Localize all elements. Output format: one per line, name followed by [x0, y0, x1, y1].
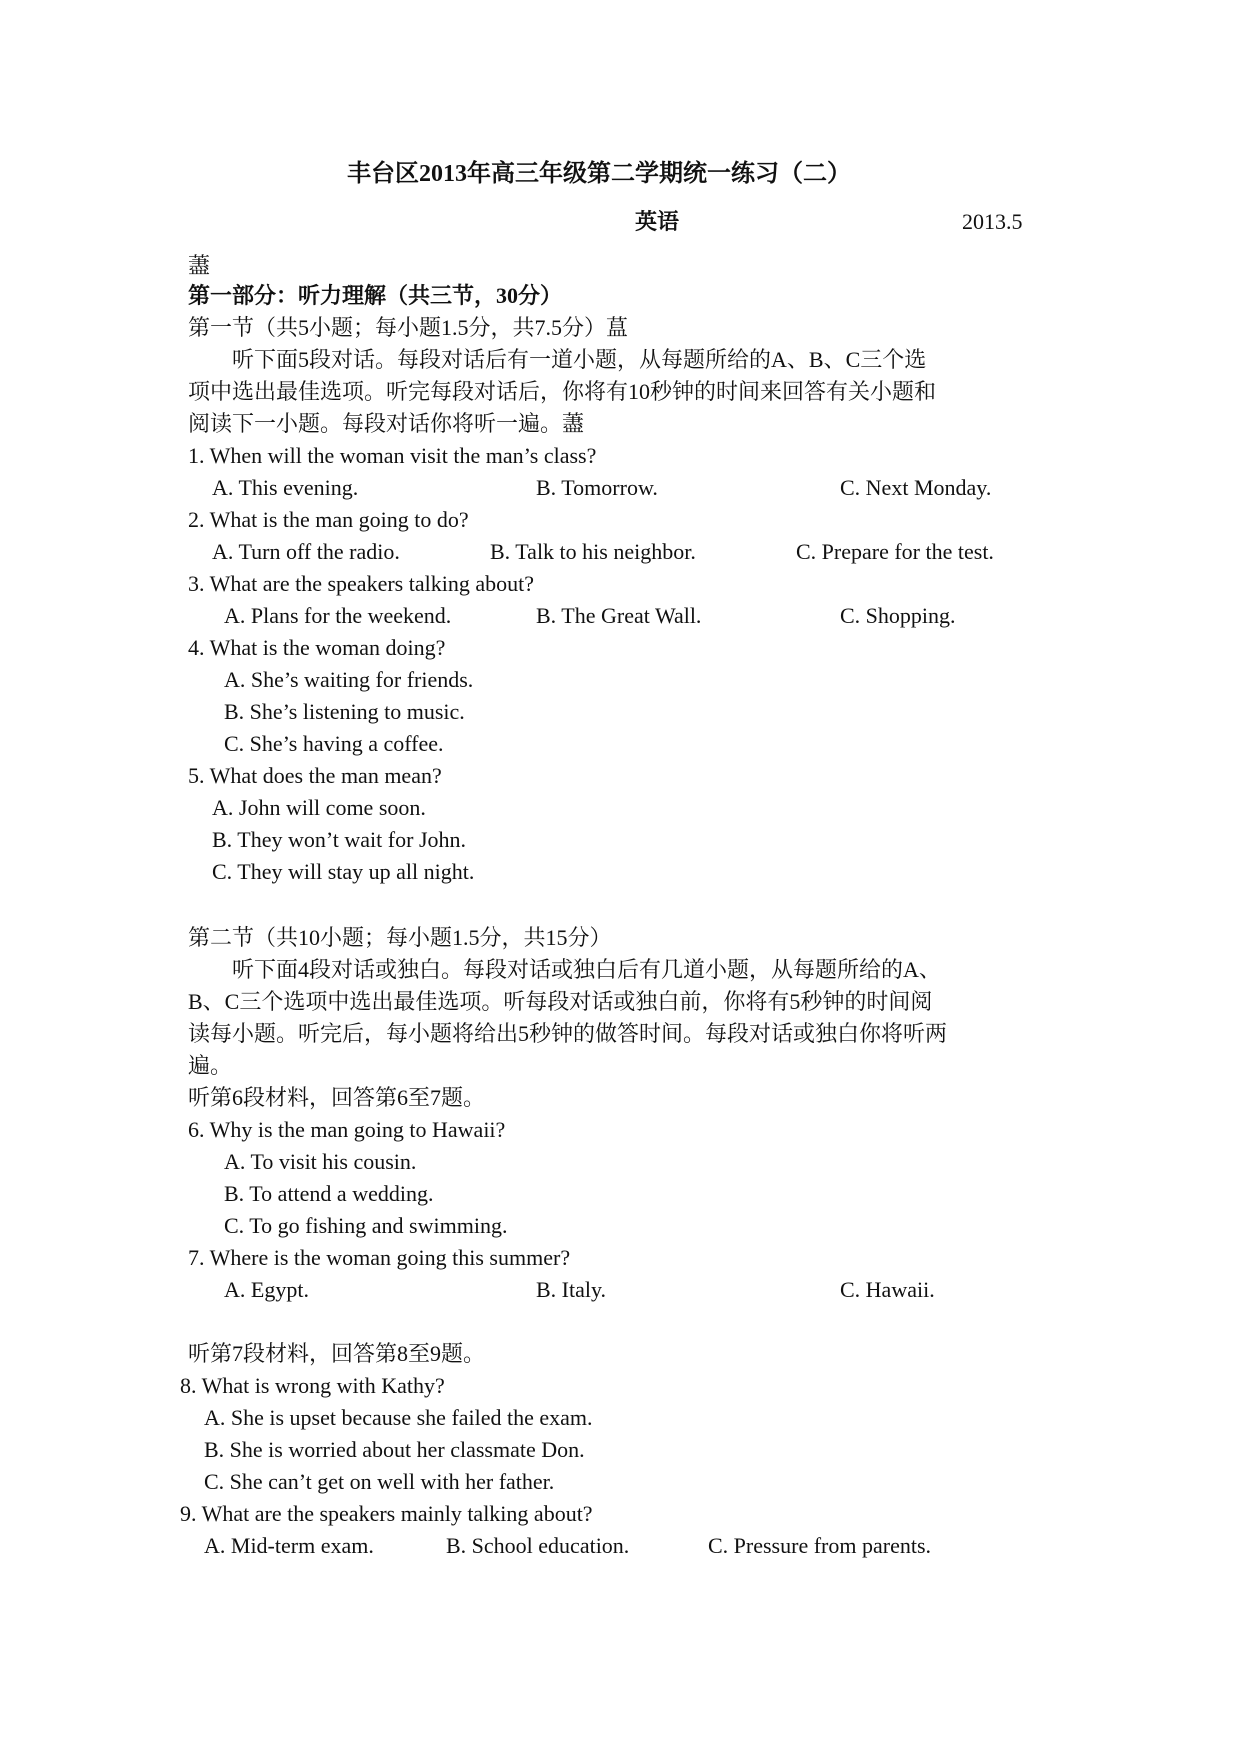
question-text: 8. What is wrong with Kathy? — [180, 1373, 445, 1398]
question-text: 9. What are the speakers mainly talking about? — [180, 1501, 593, 1526]
option: C. She’s having a coffee. — [224, 731, 444, 756]
option: A. This evening. — [212, 475, 359, 500]
stray-mark: 藎 — [188, 253, 211, 278]
question-text: 4. What is the woman doing? — [188, 635, 446, 660]
option: A. She’s waiting for friends. — [224, 667, 474, 692]
exam-date: 2013.5 — [962, 209, 1023, 234]
material-heading: 听第7段材料，回答第8至9题。 — [188, 1341, 486, 1366]
option: A. Turn off the radio. — [212, 539, 400, 564]
option: C. Hawaii. — [840, 1277, 935, 1302]
instruction-line: 项中选出最佳选项。听完每段对话后，你将有10秒钟的时间来回答有关小题和 — [188, 379, 937, 404]
option: C. Next Monday. — [840, 475, 992, 500]
question-text: 3. What are the speakers talking about? — [188, 571, 534, 596]
material-heading: 听第6段材料，回答第6至7题。 — [188, 1085, 486, 1110]
question-text: 1. When will the woman visit the man’s class? — [188, 443, 597, 468]
question-text: 6. Why is the man going to Hawaii? — [188, 1117, 506, 1142]
instruction-line: 听下面4段对话或独白。每段对话或独白后有几道小题，从每题所给的A、 — [232, 957, 941, 982]
question-text: 5. What does the man mean? — [188, 763, 442, 788]
option: B. She’s listening to music. — [224, 699, 465, 724]
instruction-line: B、C三个选项中选出最佳选项。听每段对话或独白前，你将有5秒钟的时间阅 — [188, 989, 933, 1014]
instruction-line: 阅读下一小题。每段对话你将听一遍。藎 — [188, 411, 585, 436]
question-text: 7. Where is the woman going this summer? — [188, 1245, 571, 1270]
instruction-line: 遍。 — [188, 1053, 233, 1078]
subject-label: 英语 — [635, 209, 680, 234]
option: A. She is upset because she failed the exam. — [204, 1405, 593, 1430]
option: A. Mid-term exam. — [204, 1533, 374, 1558]
option: C. They will stay up all night. — [212, 859, 475, 884]
option: A. John will come soon. — [212, 795, 426, 820]
option: C. Prepare for the test. — [796, 539, 994, 564]
option: B. To attend a wedding. — [224, 1181, 434, 1206]
option: B. The Great Wall. — [536, 603, 702, 628]
option: C. Shopping. — [840, 603, 956, 628]
part-heading: 第一部分：听力理解（共三节，30分） — [188, 283, 563, 308]
section-heading: 第一节（共5小题；每小题1.5分，共7.5分）蒀 — [188, 315, 629, 340]
option: C. Pressure from parents. — [708, 1533, 932, 1558]
section-heading: 第二节（共10小题；每小题1.5分，共15分） — [188, 925, 612, 950]
option: A. To visit his cousin. — [224, 1149, 417, 1174]
option: C. She can’t get on well with her father. — [204, 1469, 555, 1494]
option: B. Talk to his neighbor. — [490, 539, 696, 564]
option: B. She is worried about her classmate Don. — [204, 1437, 585, 1462]
instruction-line: 听下面5段对话。每段对话后有一道小题，从每题所给的A、B、C三个选 — [232, 347, 927, 372]
question-text: 2. What is the man going to do? — [188, 507, 469, 532]
option: B. School education. — [446, 1533, 630, 1558]
option: B. Tomorrow. — [536, 475, 658, 500]
option: B. Italy. — [536, 1277, 607, 1302]
instruction-line: 读每小题。听完后，每小题将给出5秒钟的做答时间。每段对话或独白你将听两 — [188, 1021, 948, 1046]
option: A. Egypt. — [224, 1277, 309, 1302]
option: C. To go fishing and swimming. — [224, 1213, 508, 1238]
option: B. They won’t wait for John. — [212, 827, 466, 852]
option: A. Plans for the weekend. — [224, 603, 452, 628]
page-title: 丰台区2013年高三年级第二学期统一练习（二） — [347, 161, 851, 187]
